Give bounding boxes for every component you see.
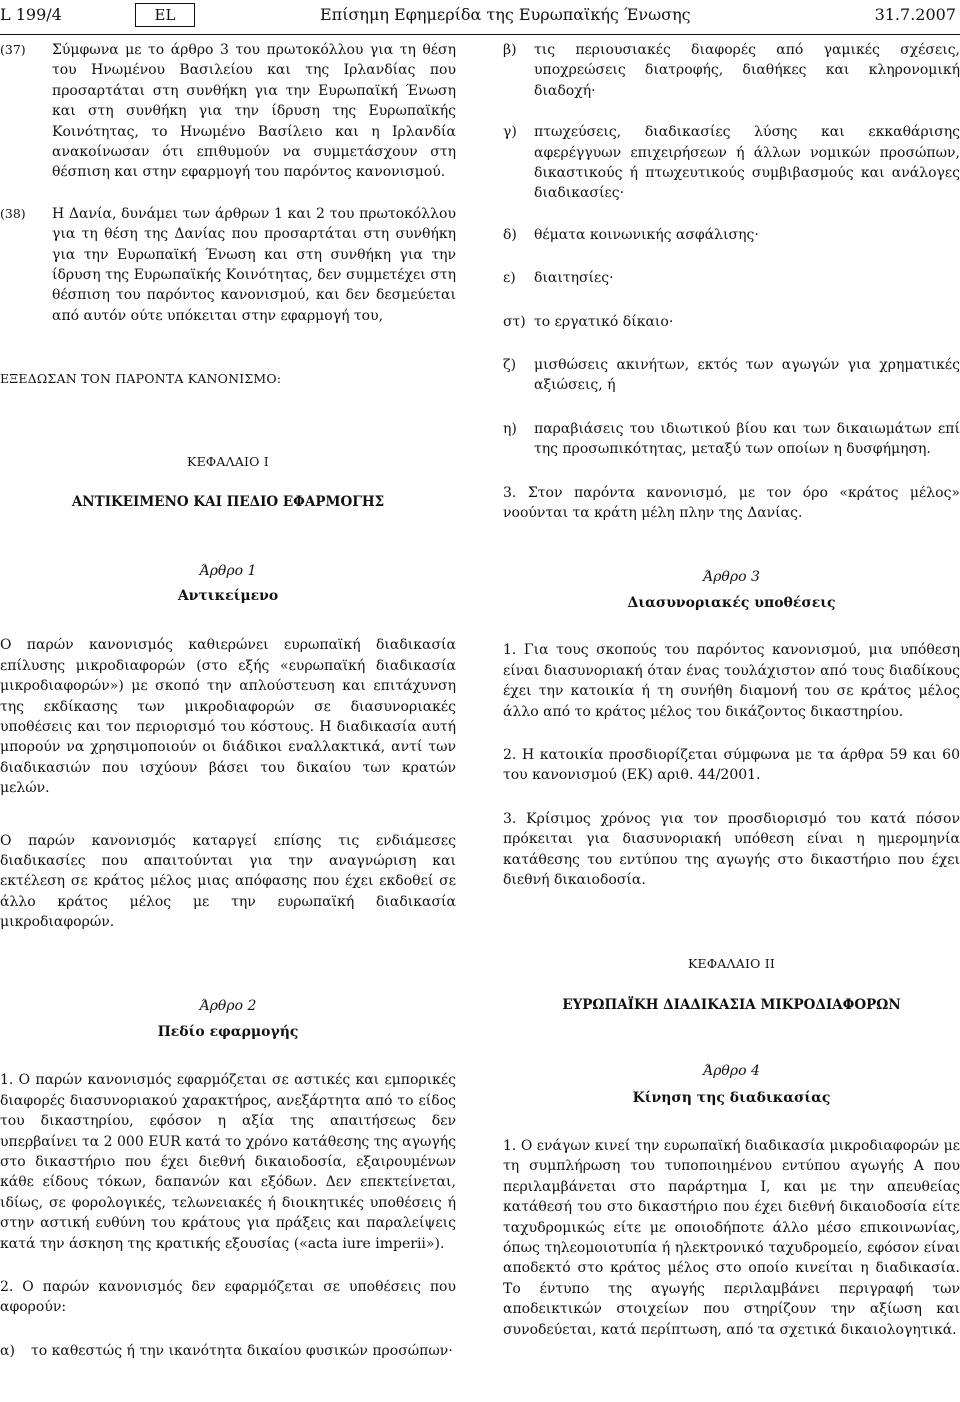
article-paragraph: 2. Η κατοικία προσδιορίζεται σύμφωνα με τα άρθρα 59 και 60 του κανονισμού (ΕΚ) αριθ. 44/2001. (503, 746, 960, 784)
page-header (0, 0, 960, 36)
article-title: Πεδίο εφαρμογής (157, 1024, 299, 1040)
chapter-title: ΕΥΡΩΠΑΪΚΗ ΔΙΑΔΙΚΑΣΙΑ ΜΙΚΡΟΔΙΑΦΟΡΩΝ (562, 996, 901, 1013)
list-label: ζ) (503, 357, 517, 374)
article-number: Άρθρο 1 (199, 562, 257, 579)
article-number: Άρθρο 4 (703, 1063, 760, 1080)
article-paragraph: 1. Ο ενάγων κινεί την ευρωπαϊκή διαδικασία μικροδιαφορών με τη συμπλήρωση του τυποποιημένου εντύπου αγωγής Α που περιλαμβάνεται στο παράρτημα Ι, και με την απευθείας κατάθεσή του στο δικαστήριο που έχει διεθνή δικαιοδοσία είτε ταχυδρομικώς είτε με οποιοδήποτε άλλο μέσο επικοινωνίας, όπως τηλεομοιοτυπία ή ηλεκτρονικό ταχυδρομείο, εφόσον είναι αποδεκτό στο κράτος μέλος στο οποίο κινείται η διαδικασία. Το έντυπο της αγωγής περιλαμβάνει περιγραφή των αποδεικτικών στοιχείων που στηρίζουν την αξίωση και συνοδεύεται, κατά περίπτωση, από τα σχετικά δικαιολογητικά. (503, 1138, 960, 1338)
left-column (0, 40, 456, 1361)
list-label: β) (503, 42, 517, 58)
article-paragraph: 2. Ο παρών κανονισμός δεν εφαρμόζεται σε υποθέσεις που αφορούν: (0, 1279, 456, 1316)
list-label: γ) (503, 124, 517, 141)
list-text: πτωχεύσεις, διαδικασίες λύσης και εκκαθάρισης αφερέγγυων επιχειρήσεων ή άλλων νομικών προσώπων, δικαστικούς ή πτωχευτικούς συμβιβασμούς και ανάλογες διαδικασίες· (534, 124, 960, 202)
article-paragraph: 3. Κρίσιμος χρόνος για τον προσδιορισμό του κατά πόσον πρόκειται για διασυνοριακή υπόθεση είναι η ημερομηνία κατάθεσης του εντύπου της αγωγής στο δικαστήριο που έχει διεθνή δικαιοδοσία. (503, 810, 960, 888)
article-title: Αντικείμενο (177, 587, 279, 604)
list-label: η) (503, 420, 517, 437)
list-text: το καθεστώς ή την ικανότητα δικαίου φυσικών προσώπων· (31, 1342, 453, 1359)
chapter-heading: ΚΕΦΑΛΑΙΟ I (187, 453, 269, 469)
recital-number: (37) (0, 42, 26, 57)
list-label: δ) (503, 226, 517, 243)
recital-38 (0, 204, 456, 326)
publication-date: 31.7.2007 (874, 5, 956, 24)
article-title: Διασυνοριακές υποθέσεις (627, 594, 836, 611)
list-text: παραβιάσεις του ιδιωτικού βίου και των δικαιωμάτων επί της προσωπικότητας, μεταξύ των οποίων η δυσφήμηση. (534, 420, 960, 458)
list-item (503, 40, 960, 101)
list-item (503, 122, 960, 204)
right-column (503, 40, 960, 1340)
list-label: ε) (503, 270, 516, 287)
list-item (503, 355, 960, 396)
enacting-formula: ΕΞΕΔΩΣΑΝ ΤΟΝ ΠΑΡΟΝΤΑ ΚΑΝΟΝΙΣΜΟ: (0, 371, 282, 387)
list-text: μισθώσεις ακινήτων, εκτός των αγωγών για χρηματικές αξιώσεις, ή (534, 357, 960, 394)
article-paragraph: Ο παρών κανονισμός καθιερώνει ευρωπαϊκή διαδικασία επίλυσης μικροδιαφορών (στο εξής «ευρωπαϊκή διαδικασία μικροδιαφορών») με σκοπό την απλούστευση και επιτάχυνση της εκδίκασης των μικροδιαφορών σε διασυνοριακές υποθέσεις και τον περιορισμό του κόστους. Η διαδικασία αυτή μπορούν να χρησιμοποιούν οι διάδικοι εναλλακτικά, αντί των διαδικασιών που ισχύουν βάσει του δικαίου των κρατών μελών. (0, 637, 456, 797)
list-item (0, 1341, 456, 1361)
chapter-title: ΑΝΤΙΚΕΙΜΕΝΟ ΚΑΙ ΠΕΔΙΟ ΕΦΑΡΜΟΓΗΣ (71, 494, 385, 511)
list-label: α) (0, 1342, 15, 1359)
journal-title: Επίσημη Εφημερίδα της Ευρωπαϊκής Ένωσης (320, 5, 691, 24)
list-item (503, 419, 960, 460)
header-rule (0, 34, 960, 35)
page-ref: L 199/4 (0, 5, 62, 24)
list-item (503, 225, 960, 245)
article-paragraph: Ο παρών κανονισμός καταργεί επίσης τις ενδιάμεσες διαδικασίες που απαιτούνται για την αναγνώριση και εκτέλεση σε κράτος μέλος μιας απόφασης που έχει εκδοθεί σε άλλο κράτος μέλος με την ευρωπαϊκή διαδικασία μικροδιαφορών. (0, 832, 456, 931)
list-item (503, 268, 960, 288)
list-text: το εργατικό δίκαιο· (534, 313, 674, 330)
recital-text: Σύμφωνα με το άρθρο 3 του πρωτοκόλλου για τη θέση του Ηνωμένου Βασιλείου και της Ιρλανδίας που προσαρτάται στη συνθήκη για την Ευρωπαϊκή Ένωση και στη συνθήκη για την ίδρυση της Ευρωπαϊκής Κοινότητας, το Ηνωμένο Βασίλειο και η Ιρλανδία ανακοίνωσαν ότι επιθυμούν να συμμετάσχουν στη θέσπιση και στην εφαρμογή του παρόντος κανονισμού. (52, 42, 456, 181)
list-text: διαιτησίες· (534, 270, 614, 287)
article-paragraph: 3. Στον παρόντα κανονισμό, με τον όρο «κράτος μέλος» νοούνται τα κράτη μέλη πλην της Δανίας. (503, 484, 960, 522)
recital-number: (38) (0, 205, 26, 221)
list-text: θέματα κοινωνικής ασφάλισης· (534, 226, 759, 243)
article-number: Άρθρο 2 (199, 997, 257, 1014)
language-box: EL (135, 3, 195, 27)
list-text: τις περιουσιακές διαφορές από γαμικές σχέσεις, υποχρεώσεις διατροφής, διαθήκες και κληρονομική διαδοχή· (534, 42, 960, 99)
list-item (503, 312, 960, 332)
recital-text: Η Δανία, δυνάμει των άρθρων 1 και 2 του πρωτοκόλλου για τη θέση της Δανίας που προσαρτάται στη συνθήκη για την Ευρωπαϊκή Ένωση και στη συνθήκη για την ίδρυση της Ευρωπαϊκής Κοινότητας, δεν συμμετέχει στη θέσπιση του παρόντος κανονισμού, και δεν δεσμεύεται από αυτόν ούτε υπόκειται στην εφαρμογή του, (52, 205, 456, 324)
article-title: Κίνηση της διαδικασίας (632, 1089, 831, 1106)
chapter-heading: ΚΕΦΑΛΑΙΟ II (687, 956, 776, 972)
article-paragraph: 1. Για τους σκοπούς του παρόντος κανονισμού, μια υπόθεση είναι διασυνοριακή όταν ένας τουλάχιστον από τους διαδίκους έχει την κατοικία ή τη συνήθη διαμονή του σε κράτος μέλος άλλο από το κράτος μέλος του δικάζοντος δικαστηρίου. (503, 642, 960, 720)
list-label: στ) (503, 313, 526, 330)
article-number: Άρθρο 3 (703, 568, 760, 585)
recital-37 (0, 40, 456, 183)
article-paragraph: 1. Ο παρών κανονισμός εφαρμόζεται σε αστικές και εμπορικές διαφορές διασυνοριακού χαρακτήρος, ανεξάρτητα από το είδος του δικαστηρίου, εφόσον η αξία της απαιτήσεως δεν υπερβαίνει τα 2 000 EUR κατά το χρόνο κατάθεσης της αγωγής στο δικαστήριο που έχει διεθνή δικαιοδοσία, εξαιρουμένων κάθε είδους τόκων, δαπανών και εξόδων. Δεν επεκτείνεται, ιδίως, σε φορολογικές, τελωνειακές ή διοικητικές υποθέσεις ή στην αστική ευθύνη του κράτους για πράξεις και παραλείψεις κατά την άσκηση της κρατικής εξουσίας («acta iure imperii»). (0, 1072, 456, 1252)
